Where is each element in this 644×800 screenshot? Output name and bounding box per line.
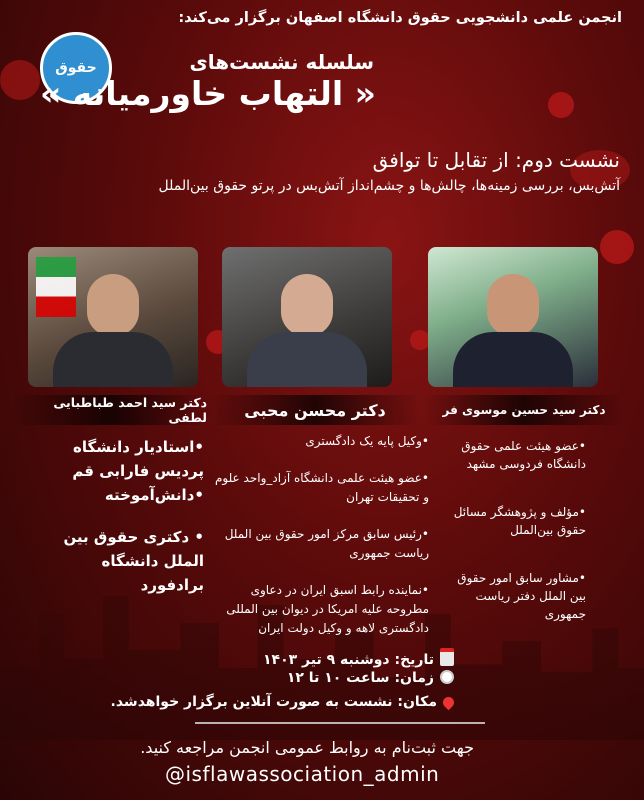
bio-item: •عضو هیئت علمی حقوق دانشگاه فردوسی مشهد — [461, 439, 586, 471]
session-title: نشست دوم: از تقابل تا توافق — [372, 148, 620, 172]
event-place: مکان: نشست به صورت آنلاین برگزار خواهدشد. — [111, 694, 454, 710]
logo-text: حقوق — [55, 60, 97, 76]
speaker-name-1: دکتر سید احمد طباطبایی لطفی — [12, 395, 207, 425]
bio-item: • دکتری حقوق بین الملل دانشگاه برادفورد — [63, 528, 204, 594]
divider — [195, 722, 485, 724]
speaker-2-bio — [214, 432, 429, 656]
blood-splatter — [0, 60, 40, 100]
speaker-name-2: دکتر محسن محبی — [210, 395, 420, 425]
event-time: زمان: ساعت ۱۰ تا ۱۲ — [287, 670, 454, 686]
blood-splatter — [600, 230, 634, 264]
admin-handle[interactable]: @isflawassociation_admin — [165, 762, 440, 786]
speaker-photo-2 — [222, 247, 392, 387]
bio-item: •عضو هیئت علمی دانشگاه آزاد_واحد علوم و تحقیقات تهران — [214, 471, 429, 504]
speaker-1-bio — [34, 435, 204, 615]
speaker-figure — [53, 274, 173, 387]
bio-item: •وکیل پایه یک دادگستری — [305, 434, 429, 448]
speaker-3-bio — [446, 437, 586, 653]
bio-item: •رئیس سابق مرکز امور حقوق بین الملل ریاست جمهوری — [224, 527, 429, 560]
speaker-photo-3 — [428, 247, 598, 387]
session-subtitle: آتش‌بس، بررسی زمینه‌ها، چالش‌ها و چشم‌انداز آتش‌بس در پرتو حقوق بین‌الملل — [158, 178, 620, 194]
speaker-figure — [453, 274, 573, 387]
bio-item: •مؤلف و پژوهشگر مسائل حقوق بین‌الملل — [453, 505, 586, 537]
event-date: تاریخ: دوشنبه ۹ تیر ۱۴۰۳ — [263, 648, 454, 668]
speaker-photo-1 — [28, 247, 198, 387]
bio-item: •نماینده رابط اسبق ایران در دعاوی مطروحه علیه امریکا در دیوان بین المللی دادگستری لاهه و وکیل دولت ایران — [226, 583, 429, 635]
bio-item: •مشاور سابق امور حقوق بین الملل دفتر ریاست جمهوری — [457, 571, 586, 621]
speaker-name-3: دکتر سید حسین موسوی فر — [424, 395, 624, 425]
series-title: « التهاب خاورمیانه » — [40, 74, 376, 113]
series-label: سلسله نشست‌های — [189, 50, 374, 74]
clock-icon — [440, 670, 454, 684]
blood-splatter — [410, 330, 430, 350]
calendar-icon — [440, 648, 454, 666]
organizer-line: انجمن علمی دانشجویی حقوق دانشگاه اصفهان برگزار می‌کند: — [178, 10, 622, 26]
speaker-figure — [247, 274, 367, 387]
blood-splatter — [548, 92, 574, 118]
bio-item: •استادیار دانشگاه پردیس فارابی قم •دانش‌آموخته — [72, 438, 204, 504]
registration-note: جهت ثبت‌نام به روابط عمومی انجمن مراجعه کنید. — [140, 738, 474, 757]
location-pin-icon — [441, 695, 457, 711]
